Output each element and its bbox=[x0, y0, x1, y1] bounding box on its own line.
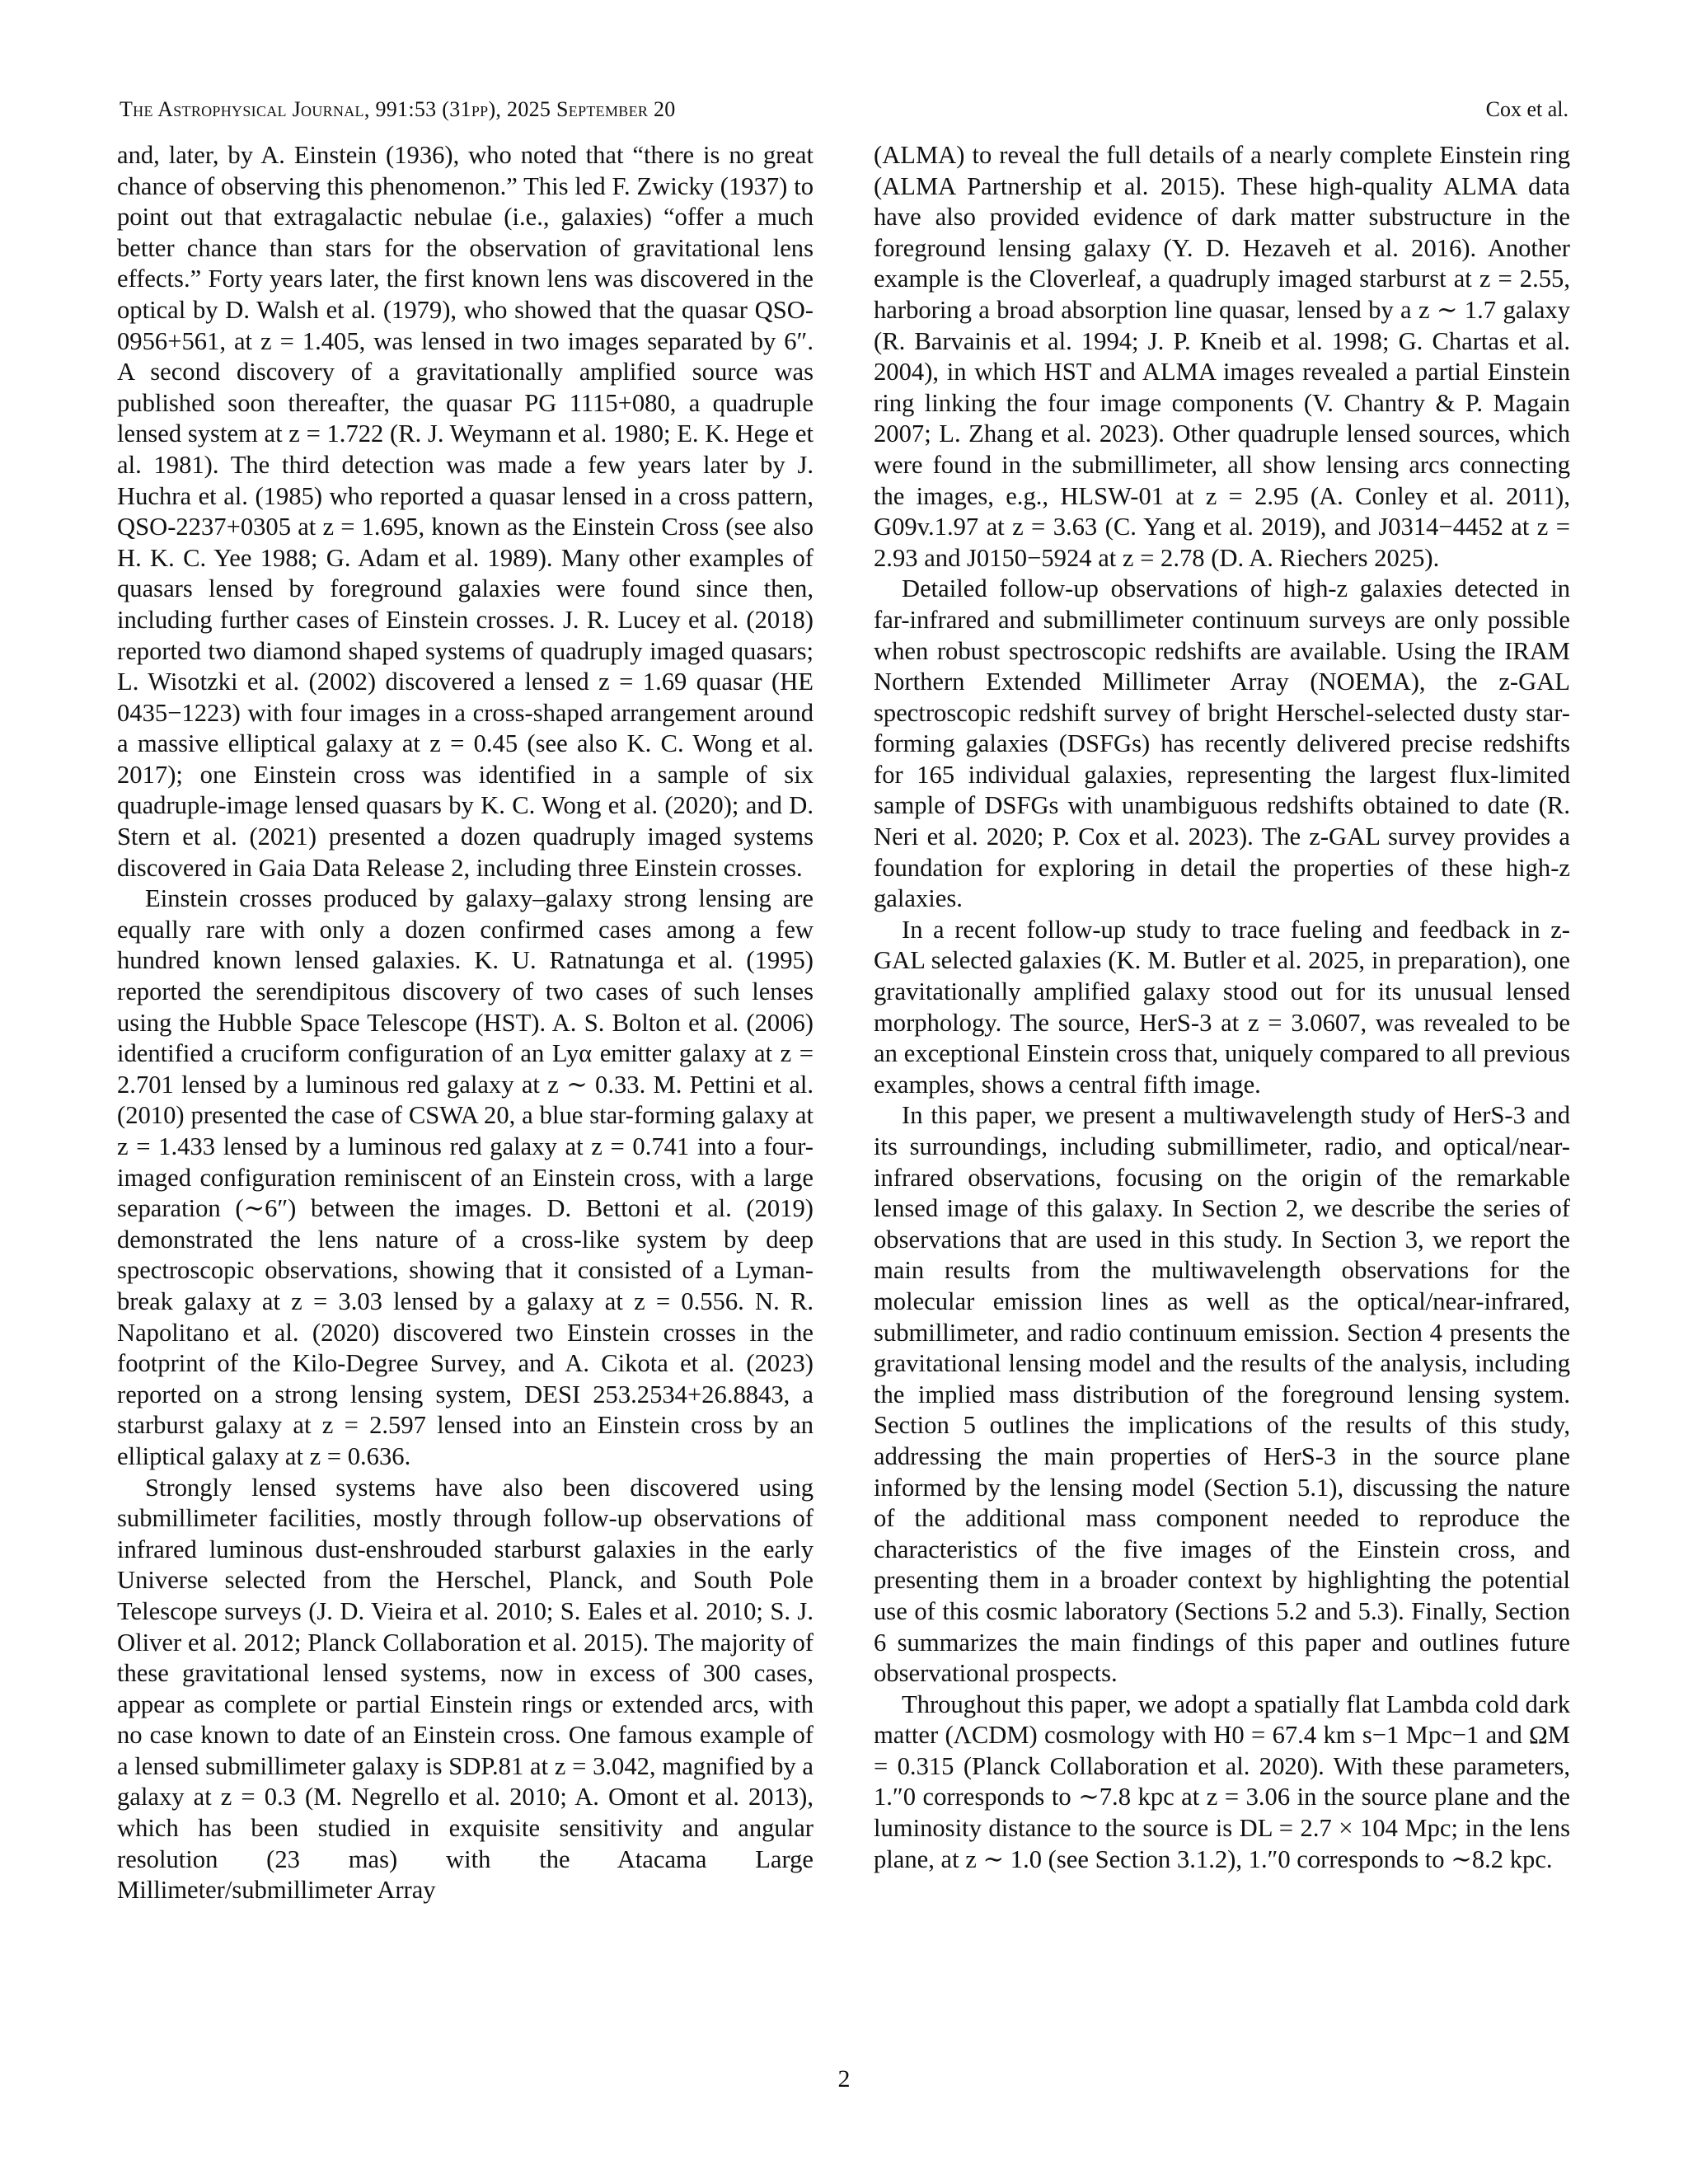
running-authors: Cox et al. bbox=[1485, 97, 1568, 121]
journal-citation: The Astrophysical Journal, 991:53 (31pp), 2025 September 20 bbox=[120, 97, 676, 121]
paragraph-history-quasar-lenses: and, later, by A. Einstein (1936), who noted that “there is no great chance of observing this phenomenon.” This led F. Zwicky (1937) to point out that extragalactic nebulae (i.e., galaxies) “offer a much better chance than stars for the observation of gravitational lens effects.” Forty years later, the first known lens was discovered in the optical by D. Walsh et al. (1979), who showed that the quasar QSO-0956+561, at z = 1.405, was lensed in two images separated by 6″. A second discovery of a gravitationally amplified source was published soon thereafter, the quasar PG 1115+080, a quadruple lensed system at z = 1.722 (R. J. Weymann et al. 1980; E. K. Hege et al. 1981). The third detection was made a few years later by J. Huchra et al. (1985) who reported a quasar lensed in a cross pattern, QSO-2237+0305 at z = 1.695, known as the Einstein Cross (see also H. K. C. Yee 1988; G. Adam et al. 1989). Many other examples of quasars lensed by foreground galaxies were found since then, including further cases of Einstein crosses. J. R. Lucey et al. (2018) reported two diamond shaped systems of quadruply imaged quasars; L. Wisotzki et al. (2002) discovered a lensed z = 1.69 quasar (HE 0435−1223) with four images in a cross-shaped arrangement around a massive elliptical galaxy at z = 0.45 (see also K. C. Wong et al. 2017); one Einstein cross was identified in a sample of six quadruple-image lensed quasars by K. C. Wong et al. (2020); and D. Stern et al. (2021) presented a dozen quadruply imaged systems discovered in Gaia Data Release 2, including three Einstein crosses. bbox=[117, 141, 814, 882]
page-number: 2 bbox=[837, 2065, 851, 2093]
paragraph-zgal-survey: Detailed follow-up observations of high-z galaxies detected in far-infrared and submillimeter continuum surveys are only possible when robust spectroscopic redshifts are available. Using the IRAM Northern Extended Millimeter Array (NOEMA), the z-GAL spectroscopic redshift survey of bright Herschel-selected dusty star-forming galaxies (DSFGs) has recently delivered precise redshifts for 165 individual galaxies, representing the largest flux-limited sample of DSFGs with unambiguous redshifts obtained to date (R. Neri et al. 2020; P. Cox et al. 2023). The z-GAL survey provides a foundation for exploring in detail the properties of these high-z galaxies. bbox=[874, 574, 1570, 913]
paragraph-cosmology: Throughout this paper, we adopt a spatially flat Lambda cold dark matter (ΛCDM) cosmology with H0 = 67.4 km s−1 Mpc−1 and ΩM = 0.315 (Planck Collaboration et al. 2020). With these parameters, 1.″0 corresponds to ∼7.8 kpc at z = 3.06 in the source plane and the luminosity distance to the source is DL = 2.7 × 104 Mpc; in the lens plane, at z ∼ 1.0 (see Section 3.1.2), 1.″0 corresponds to ∼8.2 kpc. bbox=[874, 1690, 1570, 1873]
left-column bbox=[117, 140, 814, 1906]
right-column bbox=[874, 140, 1570, 1875]
paragraph-hers3-discovery: In a recent follow-up study to trace fueling and feedback in z-GAL selected galaxies (K. M. Butler et al. 2025, in preparation), one gravitationally amplified galaxy stood out for its unusual lensed morphology. The source, HerS-3 at z = 3.0607, was revealed to be an exceptional Einstein cross that, uniquely compared to all previous examples, shows a central fifth image. bbox=[874, 915, 1570, 1099]
paragraph-submillimeter-lenses: Strongly lensed systems have also been discovered using submillimeter facilities, mostly through follow-up observations of infrared luminous dust-enshrouded starburst galaxies in the early Universe selected from the Herschel, Planck, and South Pole Telescope surveys (J. D. Vieira et al. 2010; S. Eales et al. 2010; S. J. Oliver et al. 2012; Planck Collaboration et al. 2015). The majority of these gravitational lensed systems, now in excess of 300 cases, appear as complete or partial Einstein rings or extended arcs, with no case known to date of an Einstein cross. One famous example of a lensed submillimeter galaxy is SDP.81 at z = 3.042, magnified by a galaxy at z = 0.3 (M. Negrello et al. 2010; A. Omont et al. 2013), which has been studied in exquisite sensitivity and angular resolution (23 mas) with the Atacama Large Millimeter/submillimeter Array bbox=[117, 1473, 814, 1905]
paragraph-galaxy-einstein-crosses: Einstein crosses produced by galaxy–galaxy strong lensing are equally rare with only a dozen confirmed cases among a few hundred known lensed galaxies. K. U. Ratnatunga et al. (1995) reported the serendipitous discovery of two cases of such lenses using the Hubble Space Telescope (HST). A. S. Bolton et al. (2006) identified a cruciform configuration of an Lyα emitter galaxy at z = 2.701 lensed by a luminous red galaxy at z ∼ 0.33. M. Pettini et al. (2010) presented the case of CSWA 20, a blue star-forming galaxy at z = 1.433 lensed by a luminous red galaxy at z = 0.741 into a four-imaged configuration reminiscent of an Einstein cross, with a large separation (∼6″) between the images. D. Bettoni et al. (2019) demonstrated the lens nature of a cross-like system by deep spectroscopic observations, showing that it consisted of a Lyman-break galaxy at z = 3.03 lensed by a galaxy at z = 0.556. N. R. Napolitano et al. (2020) discovered two Einstein crosses in the footprint of the Kilo-Degree Survey, and A. Cikota et al. (2023) reported on a strong lensing system, DESI 253.2534+26.8843, a starburst galaxy at z = 2.597 lensed into an Einstein cross by an elliptical galaxy at z = 0.636. bbox=[117, 884, 814, 1470]
running-header bbox=[120, 97, 1568, 130]
paragraph-alma-examples: (ALMA) to reveal the full details of a nearly complete Einstein ring (ALMA Partnership et al. 2015). These high-quality ALMA data have also provided evidence of dark matter substructure in the foreground lensing galaxy (Y. D. Hezaveh et al. 2016). Another example is the Cloverleaf, a quadruply imaged starburst at z = 2.55, harboring a broad absorption line quasar, lensed by a z ∼ 1.7 galaxy (R. Barvainis et al. 1994; J. P. Kneib et al. 1998; G. Chartas et al. 2004), in which HST and ALMA images revealed a partial Einstein ring linking the four image components (V. Chantry & P. Magain 2007; L. Zhang et al. 2023). Other quadruple lensed sources, which were found in the submillimeter, all show lensing arcs connecting the images, e.g., HLSW-01 at z = 2.95 (A. Conley et al. 2011), G09v.1.97 at z = 3.63 (C. Yang et al. 2019), and J0314−4452 at z = 2.93 and J0150−5924 at z = 2.78 (D. A. Riechers 2025). bbox=[874, 141, 1570, 572]
paragraph-paper-outline: In this paper, we present a multiwavelength study of HerS-3 and its surroundings, including submillimeter, radio, and optical/near-infrared observations, focusing on the origin of the remarkable lensed image of this galaxy. In Section 2, we describe the series of observations that are used in this study. In Section 3, we report the main results from the multiwavelength observations for the molecular emission lines as well as the optical/near-infrared, submillimeter, and radio continuum emission. Section 4 presents the gravitational lensing model and the results of the analysis, including the implied mass distribution of the foreground lensing system. Section 5 outlines the implications of the results of this study, addressing the main properties of HerS-3 in the source plane informed by the lensing model (Section 5.1), discussing the nature of the additional mass component needed to reproduce the characteristics of the five images of the Einstein cross, and presenting them in a broader context by highlighting the potential use of this cosmic laboratory (Sections 5.2 and 5.3). Finally, Section 6 summarizes the main findings of this paper and outlines future observational prospects. bbox=[874, 1101, 1570, 1688]
